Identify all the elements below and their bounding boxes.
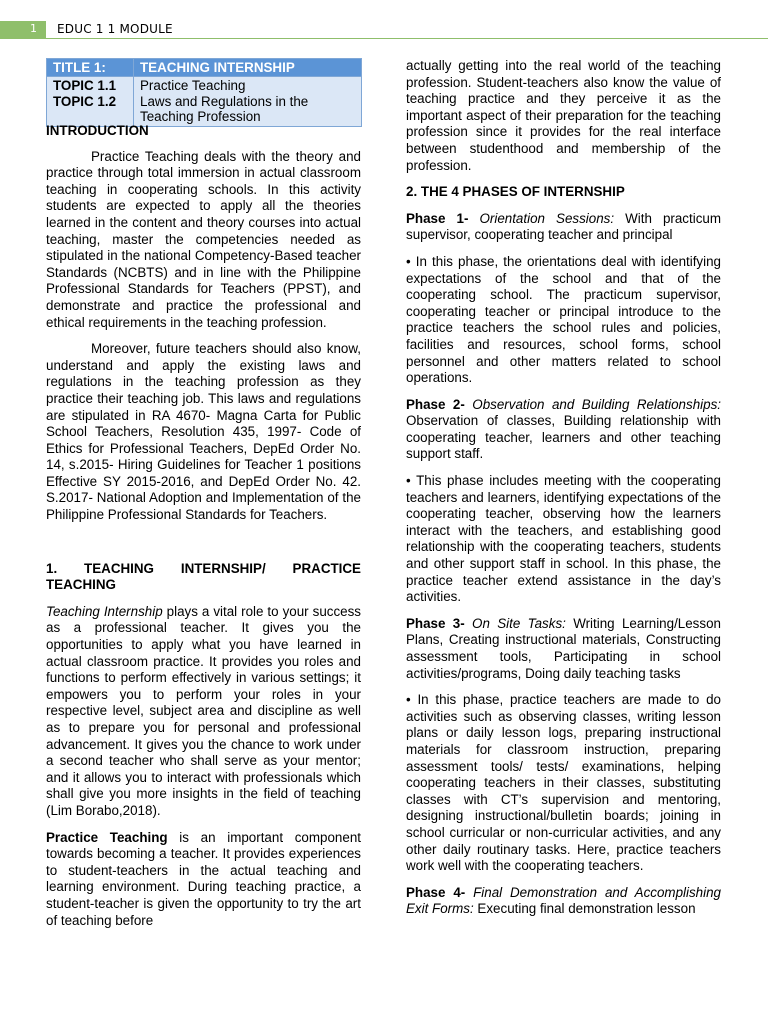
intro-heading: INTRODUCTION [46, 123, 149, 138]
title-label: TITLE 1: [47, 59, 134, 77]
page-header: 1 EDUC 1 1 MODULE [0, 21, 768, 39]
internship-paragraph [46, 604, 361, 820]
phase1-bullet: • In this phase, the orientations deal with identifying expectations of the school and that of the cooperating school. The practicum supervisor, cooperating teacher or principal introduce to the practice teachers the school rules and policies, facilities and resources, school forms, school personnel and other matters related to school operations. [406, 253, 721, 386]
phase3-text: Writing Learning/Lesson Plans, Creating instructional materials, Constructing assessment tools, Participating in school activities/programs, Doing daily teaching tasks [406, 615, 721, 681]
document-title: EDUC 1 1 MODULE [57, 22, 173, 36]
internship-term: Teaching Internship [46, 603, 163, 619]
phase1-label: Phase 1- [406, 210, 469, 226]
practice-text: is an important component towards becoming a teacher. It provides experiences to student-teachers in the actual teaching and learning environment. During teaching practice, a student-teacher is given the opportunity to try the art of teaching before [46, 829, 361, 928]
phase4-title: Final Demonstration and Accomplishing Exit Forms: [406, 884, 721, 917]
phase1-text: With practicum supervisor, cooperating teacher and principal [406, 210, 721, 243]
page-number-bar [0, 21, 46, 39]
phase4-paragraph [406, 885, 721, 918]
phase1-title: Orientation Sessions: [468, 210, 615, 226]
internship-text: plays a vital role to your success as a professional teacher. It gives you the opportunities to apply what you have learned in actual classroom practice. It provides you roles and functions to perform effectively in various settings; it empowers you to perform your roles in your respective level, subject area and discipline as well as to prepare you for personal and professional advancement. It gives you the chance to work under a second teacher who shall serve as your mentor; and it allows you to interact with professionals which shall give you more insights in the field of teaching (Lim Borabo,2018). [46, 603, 361, 818]
phase2-bullet: • This phase includes meeting with the cooperating teachers and learners, identifying expectations of the cooperating teacher, observing how the learners interact with the teachers, and establishing good relationship with the cooperating teachers, students and other support staff in school. In this phase, the practice teacher extend assistance in the day’s activities. [406, 473, 721, 605]
practice-paragraph [46, 830, 361, 930]
section2-heading: 2. THE 4 PHASES OF INTERNSHIP [406, 184, 625, 200]
topic2-value: Laws and Regulations in the Teaching Profession [140, 93, 309, 125]
phase3-paragraph [406, 616, 721, 682]
topic1-value: Practice Teaching [140, 78, 246, 94]
phase4-label: Phase 4- [406, 884, 466, 900]
continuation-paragraph: actually getting into the real world of the teaching profession. Student-teachers also know the value of teaching practice and they perceive it as the important aspect of their preparation for the teaching profession since it provides for the real interface between studenthood and membership of the profession. [406, 58, 721, 173]
intro-paragraph-1: Practice Teaching deals with the theory and practice through total immersion in actual classroom teaching in cooperating schools. In this activity students are expected to apply all the theories learned in the content and theory courses into actual teaching, master the competencies needed as stipulated in the national Competency-Based teacher Standards (NCBTS) and in line with the Philippine Professional Standards for Teachers (PPST), and demonstrate and practice the professional and ethical requirements in the teaching profession. [46, 148, 361, 330]
phase1-paragraph [406, 211, 721, 244]
phase3-bullet: • In this phase, practice teachers are made to do activities such as observing classes, writing lesson plans or daily lesson logs, preparing instructional materials for classroom instruction, preparing assessment tools/ tests/ examinations, helping cooperating teachers in their classes, substituting classes with CT’s supervision and mentoring, designing instructional/bulletin boards; joining in school curricular or non-curricular activities, and any other daily routinary tasks. Here, practice teachers work well with the cooperating teachers. [406, 692, 721, 874]
header-rule [46, 38, 768, 39]
topic-values [134, 77, 362, 126]
phase2-text: Observation of classes, Building relationship with cooperating teacher, learners and other teaching support staff. [406, 413, 721, 462]
phase3-label: Phase 3- [406, 615, 465, 631]
topic1-label: TOPIC 1.1 [53, 78, 117, 94]
right-column [406, 58, 721, 918]
title-row [47, 59, 362, 77]
topic2-label: TOPIC 1.2 [53, 93, 117, 109]
phase2-title: Observation and Building Relationships: [464, 396, 721, 412]
practice-term: Practice Teaching [46, 829, 168, 845]
left-column [46, 123, 361, 929]
topic-labels [47, 77, 134, 126]
phase3-title: On Site Tasks: [464, 615, 566, 631]
phase2-label: Phase 2- [406, 396, 465, 412]
phase4-text: Executing final demonstration lesson [473, 901, 696, 917]
phase2-paragraph [406, 397, 721, 463]
title-value: TEACHING INTERNSHIP [134, 59, 362, 77]
topics-row [47, 77, 362, 126]
title-box [46, 58, 362, 127]
section1-heading: 1. TEACHING INTERNSHIP/ PRACTICE TEACHING [46, 560, 361, 593]
intro-paragraph-2: Moreover, future teachers should also know, understand and apply the existing laws and regulations in the teaching profession as they practice their teaching job. This laws and regulations are stipulated in RA 4670- Magna Carta for Public School Teachers, Resolution 435, 1997- Code of Ethics for Professional Teachers, DepEd Order No. 14, s.2015- Hiring Guidelines for Teacher 1 positions Effective SY 2015-2016, and DepEd Order No. 42. S.2017- National Adoption and Implementation of the Philippine Professional Standards for Teachers. [46, 341, 361, 523]
